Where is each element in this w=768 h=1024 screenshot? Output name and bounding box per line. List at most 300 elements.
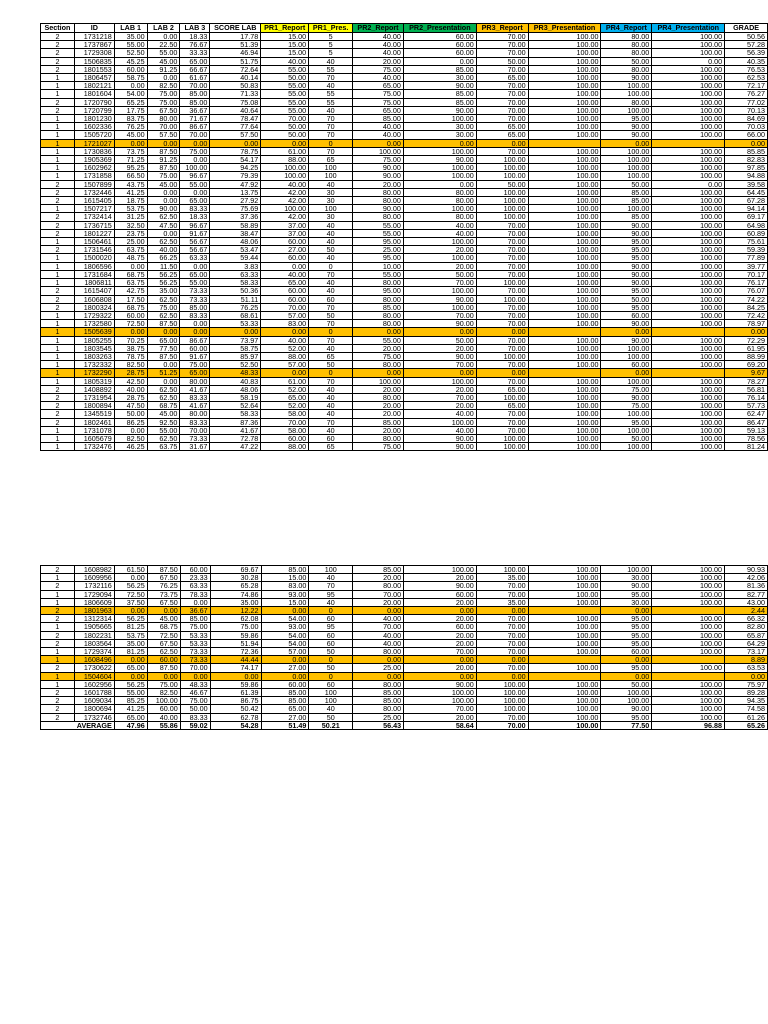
table-cell: 61.00 [261, 377, 309, 385]
table-cell: 80.00 [353, 295, 404, 303]
table-cell: 1802231 [74, 631, 114, 639]
table-cell [652, 328, 725, 336]
table-cell: 41.67 [180, 402, 210, 410]
table-cell: 100.00 [528, 393, 601, 401]
table-cell: 12.22 [210, 607, 261, 615]
table-cell: 100.00 [403, 303, 476, 311]
table-cell: 40 [309, 344, 353, 352]
table-cell: 52.00 [261, 344, 309, 352]
table-cell: 100.00 [528, 443, 601, 451]
table-cell: 20.00 [353, 410, 404, 418]
table-cell: 0.00 [601, 607, 652, 615]
table-cell: 0.00 [180, 139, 210, 147]
table-cell: 0.00 [476, 328, 528, 336]
table-cell: 15.00 [261, 41, 309, 49]
table-cell: 90.00 [601, 131, 652, 139]
table-cell: 82.80 [725, 623, 768, 631]
table-cell: 95.00 [601, 639, 652, 647]
table-cell: 0.00 [147, 33, 180, 41]
table-cell: 1608982 [74, 566, 114, 574]
table-cell: 1801230 [74, 115, 114, 123]
table-cell: 40.83 [210, 377, 261, 385]
table-cell: 20.00 [403, 344, 476, 352]
table-cell: 100.00 [652, 303, 725, 311]
table-cell: 75.97 [725, 680, 768, 688]
table-cell: 100.00 [528, 680, 601, 688]
table-cell: 85.85 [725, 147, 768, 155]
column-header: PR1_Report [261, 24, 309, 33]
table-cell: 68.75 [114, 270, 147, 278]
table-cell: 2 [41, 566, 75, 574]
table-cell: 100.00 [601, 344, 652, 352]
table-cell: 65 [309, 156, 353, 164]
table-row [41, 311, 768, 319]
table-row [41, 320, 768, 328]
table-cell: 1 [41, 361, 75, 369]
table-cell: 53.75 [114, 631, 147, 639]
table-cell: 2.44 [725, 607, 768, 615]
table-cell: 90.00 [601, 221, 652, 229]
table-cell: 20.00 [353, 426, 404, 434]
table-cell: 1732746 [74, 713, 114, 721]
table-cell: 55.00 [114, 41, 147, 49]
table-cell: 100.00 [652, 377, 725, 385]
table-cell: 18.33 [180, 33, 210, 41]
table-cell: 83.33 [180, 205, 210, 213]
table-cell: 23.33 [180, 574, 210, 582]
table-cell: 70.00 [476, 631, 528, 639]
table-cell: 1731218 [74, 33, 114, 41]
table-cell: 100.00 [476, 434, 528, 442]
table-cell: 100.00 [652, 279, 725, 287]
table-cell: 1730622 [74, 664, 114, 672]
table-cell: 80.00 [353, 434, 404, 442]
table-cell: 86.67 [180, 336, 210, 344]
table-cell: 40.35 [725, 57, 768, 65]
table-cell: 77.50 [147, 344, 180, 352]
average-cell: 51.49 [261, 721, 309, 729]
table-cell: 70.00 [353, 590, 404, 598]
table-cell: 1 [41, 279, 75, 287]
table-cell: 2 [41, 631, 75, 639]
table-cell: 30 [309, 213, 353, 221]
table-cell: 1 [41, 205, 75, 213]
table-cell: 55 [309, 65, 353, 73]
table-cell: 93.00 [261, 623, 309, 631]
table-cell: 20.00 [403, 246, 476, 254]
table-cell: 60.00 [261, 238, 309, 246]
table-cell: 68.75 [114, 303, 147, 311]
table-cell: 72.50 [114, 320, 147, 328]
table-cell: 40 [309, 221, 353, 229]
table-cell: 30.00 [403, 131, 476, 139]
table-cell: 95.00 [601, 287, 652, 295]
table-cell: 1805319 [74, 377, 114, 385]
table-cell: 70.00 [476, 41, 528, 49]
table-cell: 87.50 [147, 664, 180, 672]
table-cell: 2 [41, 246, 75, 254]
table-cell: 55.00 [147, 426, 180, 434]
table-cell: 2 [41, 689, 75, 697]
table-cell: 100.00 [403, 287, 476, 295]
table-row [41, 147, 768, 155]
table-row [41, 246, 768, 254]
table-cell: 76.25 [210, 303, 261, 311]
table-row [41, 41, 768, 49]
table-cell: 72.36 [210, 648, 261, 656]
table-cell: 41.67 [180, 385, 210, 393]
column-header: LAB 2 [147, 24, 180, 33]
table-cell: 62.50 [147, 238, 180, 246]
table-cell: 0.00 [114, 139, 147, 147]
table-cell: 61.26 [725, 713, 768, 721]
table-cell: 78.33 [180, 590, 210, 598]
table-cell: 53.33 [180, 639, 210, 647]
table-row [41, 697, 768, 705]
table-cell: 70.00 [404, 648, 477, 656]
table-cell: 1606808 [74, 295, 114, 303]
table-cell: 70.00 [403, 361, 476, 369]
table-cell: 53.33 [210, 320, 261, 328]
table-cell: 17.78 [210, 33, 261, 41]
table-cell: 100.00 [652, 147, 725, 155]
table-cell: 1 [41, 648, 75, 656]
table-cell: 2 [41, 213, 75, 221]
table-cell: 1 [41, 131, 75, 139]
table-cell: 1803545 [74, 344, 114, 352]
table-cell: 1 [41, 434, 75, 442]
table-cell: 73.33 [180, 295, 210, 303]
table-cell: 25.00 [353, 713, 404, 721]
table-cell: 1 [41, 147, 75, 155]
table-cell: 40 [309, 106, 353, 114]
table-cell: 100 [309, 205, 353, 213]
table-row [41, 598, 768, 606]
table-cell: 95.00 [601, 115, 652, 123]
table-cell: 46.67 [180, 689, 210, 697]
table-row [41, 680, 768, 688]
table-cell: 1 [41, 377, 75, 385]
table-cell: 70.00 [403, 393, 476, 401]
table-cell: 60.00 [147, 656, 180, 664]
table-cell: 100.00 [601, 426, 652, 434]
table-cell: 65.00 [353, 106, 404, 114]
table-cell: 1 [41, 238, 75, 246]
table-cell: 0 [309, 369, 353, 377]
table-cell: 43.75 [114, 180, 147, 188]
table-cell: 87.50 [147, 320, 180, 328]
table-cell: 0 [309, 139, 353, 147]
table-cell: 1507217 [74, 205, 114, 213]
table-cell: 1803263 [74, 352, 114, 360]
table-cell: 100.00 [528, 172, 601, 180]
table-cell: 85.00 [353, 418, 404, 426]
table-cell: 76.27 [725, 90, 768, 98]
table-row [41, 74, 768, 82]
table-cell: 27.92 [210, 197, 261, 205]
table-cell: 15.00 [261, 598, 309, 606]
table-cell: 69.20 [725, 361, 768, 369]
table-cell: 52.50 [114, 49, 147, 57]
table-cell: 62.08 [210, 615, 261, 623]
table-cell: 70 [309, 131, 353, 139]
table-cell: 90.00 [601, 262, 652, 270]
table-cell: 51.39 [210, 41, 261, 49]
table-cell: 60.00 [403, 49, 476, 57]
table-cell [652, 672, 725, 680]
table-cell: 58.75 [210, 344, 261, 352]
table-cell: 0.00 [147, 197, 180, 205]
table-cell: 100.00 [528, 221, 601, 229]
table-cell: 1 [41, 164, 75, 172]
table-cell: 2 [41, 705, 75, 713]
table-cell: 40 [309, 82, 353, 90]
table-cell: 64.98 [725, 221, 768, 229]
table-cell: 58.00 [261, 426, 309, 434]
average-cell: 56.43 [353, 721, 404, 729]
table-cell: 100.00 [528, 631, 601, 639]
table-row [41, 188, 768, 196]
column-header: PR1_Pres. [309, 24, 353, 33]
table-cell: 1 [41, 311, 75, 319]
table-cell: 60 [309, 639, 353, 647]
table-row [41, 566, 768, 574]
table-cell: 2 [41, 615, 75, 623]
table-cell: 73.75 [147, 590, 180, 598]
table-cell: 100.00 [528, 344, 601, 352]
table-cell: 100.00 [528, 33, 601, 41]
table-cell: 40 [309, 705, 353, 713]
table-cell: 100.00 [652, 90, 725, 98]
table-cell: 80.00 [601, 98, 652, 106]
table-cell: 80.00 [601, 49, 652, 57]
table-cell: 50.00 [261, 123, 309, 131]
table-cell: 70.00 [476, 664, 528, 672]
table-cell: 1720790 [74, 98, 114, 106]
table-cell: 90.00 [601, 123, 652, 131]
table-cell: 72.42 [725, 311, 768, 319]
table-cell: 57.00 [261, 648, 309, 656]
table-row [41, 582, 768, 590]
table-cell: 40.00 [353, 33, 404, 41]
table-cell: 2 [41, 49, 75, 57]
table-cell: 100 [309, 697, 353, 705]
table-cell: 65.00 [180, 270, 210, 278]
table-cell: 85.00 [261, 697, 309, 705]
table-cell: 48.33 [210, 369, 261, 377]
table-cell: 40.00 [147, 246, 180, 254]
table-cell: 10.00 [353, 262, 404, 270]
table-cell: 60.00 [601, 311, 652, 319]
table-cell: 70.00 [476, 287, 528, 295]
table-cell: 1602956 [74, 680, 114, 688]
table-cell: 90.00 [403, 320, 476, 328]
table-cell: 100.00 [652, 615, 725, 623]
table-cell: 66.00 [725, 131, 768, 139]
table-cell: 2 [41, 221, 75, 229]
table-cell: 0.00 [403, 328, 476, 336]
table-row [41, 270, 768, 278]
table-cell: 60.00 [404, 623, 477, 631]
table-cell: 70.00 [476, 648, 528, 656]
table-cell: 100.00 [528, 598, 601, 606]
table-cell: 58.33 [210, 279, 261, 287]
table-cell: 0.00 [403, 139, 476, 147]
table-cell: 0.00 [403, 369, 476, 377]
table-cell: 78.75 [210, 147, 261, 155]
table-cell: 90.00 [601, 320, 652, 328]
table-cell: 0.00 [114, 82, 147, 90]
table-cell: 70.00 [476, 713, 528, 721]
table-cell: 0.00 [180, 188, 210, 196]
table-cell: 74.22 [725, 295, 768, 303]
table-cell: 40.00 [403, 426, 476, 434]
table-cell: 1 [41, 656, 75, 664]
table-cell: 70 [309, 74, 353, 82]
table-cell: 2 [41, 287, 75, 295]
table-row [41, 385, 768, 393]
table-cell: 40.00 [353, 74, 404, 82]
table-cell: 40 [309, 393, 353, 401]
table-cell: 5 [309, 33, 353, 41]
table-cell: 1806457 [74, 74, 114, 82]
table-cell: 87.50 [147, 164, 180, 172]
table-cell: 1732332 [74, 361, 114, 369]
table-cell: 100.00 [652, 287, 725, 295]
table-cell: 90.00 [601, 229, 652, 237]
table-cell: 100.00 [601, 156, 652, 164]
table-cell: 57.73 [725, 402, 768, 410]
table-cell: 60.00 [404, 590, 477, 598]
table-cell: 91.25 [147, 156, 180, 164]
table-cell: 100.00 [528, 648, 601, 656]
table-cell: 100.00 [528, 115, 601, 123]
table-cell: 100.00 [601, 352, 652, 360]
table-cell: 1803564 [74, 639, 114, 647]
table-cell: 1 [41, 156, 75, 164]
table-cell: 2 [41, 65, 75, 73]
table-cell: 70.00 [476, 262, 528, 270]
table-cell: 20.00 [404, 631, 477, 639]
table-cell: 1506461 [74, 238, 114, 246]
table-cell: 59.86 [210, 680, 261, 688]
table-cell: 100.00 [528, 65, 601, 73]
table-cell: 80.00 [601, 33, 652, 41]
table-cell: 100.00 [652, 410, 725, 418]
table-cell: 38.75 [114, 344, 147, 352]
table-cell: 0.00 [476, 369, 528, 377]
average-cell: 54.28 [210, 721, 261, 729]
table-cell: 0.00 [601, 328, 652, 336]
table-cell: 65.00 [180, 197, 210, 205]
table-cell: 93.00 [261, 590, 309, 598]
table-cell: 100.00 [403, 377, 476, 385]
table-cell: 0.00 [114, 426, 147, 434]
table-cell: 20.00 [404, 713, 477, 721]
table-cell: 100.00 [652, 590, 725, 598]
table-cell: 20.00 [404, 615, 477, 623]
table-cell: 36.67 [180, 607, 210, 615]
table-cell: 1731954 [74, 393, 114, 401]
table-cell: 51.94 [210, 639, 261, 647]
table-cell: 2 [41, 582, 75, 590]
table-cell: 75.00 [147, 98, 180, 106]
table-cell: 17.75 [114, 106, 147, 114]
table-cell: 25.00 [353, 664, 404, 672]
table-row [41, 303, 768, 311]
table-cell: 55.00 [261, 98, 309, 106]
table-cell: 100.00 [404, 689, 477, 697]
table-cell: 85.97 [210, 352, 261, 360]
table-cell: 86.67 [180, 123, 210, 131]
table-cell: 100.00 [528, 229, 601, 237]
table-cell: 41.25 [114, 705, 147, 713]
table-cell: 72.64 [210, 65, 261, 73]
table-cell: 75.00 [353, 90, 404, 98]
table-cell: 100.00 [652, 631, 725, 639]
table-cell: 84.25 [725, 303, 768, 311]
table-cell: 40.00 [353, 131, 404, 139]
table-cell: 70.00 [180, 426, 210, 434]
table-cell: 65.00 [476, 123, 528, 131]
table-cell: 100.00 [528, 213, 601, 221]
table-row [41, 33, 768, 41]
table-cell: 60.00 [261, 287, 309, 295]
table-cell: 55.00 [261, 65, 309, 73]
table-cell: 100.00 [652, 311, 725, 319]
table-cell: 100.00 [528, 352, 601, 360]
table-cell: 65.28 [210, 582, 261, 590]
table-cell: 100.00 [528, 82, 601, 90]
table-cell: 77.64 [210, 123, 261, 131]
table-cell: 0.00 [601, 656, 652, 664]
table-cell: 88.00 [261, 352, 309, 360]
table-cell: 50.00 [601, 57, 652, 65]
table-cell: 40 [309, 229, 353, 237]
table-cell: 80.00 [353, 680, 404, 688]
table-cell: 51.11 [210, 295, 261, 303]
table-cell: 70.00 [476, 115, 528, 123]
table-cell: 57.28 [725, 41, 768, 49]
table-cell: 70 [309, 147, 353, 155]
table-cell: 100.00 [652, 697, 725, 705]
table-cell: 70.00 [476, 147, 528, 155]
table-cell: 76.14 [725, 393, 768, 401]
table-cell: 75.00 [353, 443, 404, 451]
table-cell: 100.00 [528, 164, 601, 172]
table-cell: 0.00 [261, 369, 309, 377]
table-cell: 65.00 [476, 74, 528, 82]
table-cell: 80.00 [353, 582, 404, 590]
table-cell: 40 [309, 180, 353, 188]
table-cell: 1615407 [74, 287, 114, 295]
table-cell: 100.00 [652, 205, 725, 213]
table-cell: 95.00 [353, 287, 404, 295]
table-cell: 66.50 [114, 172, 147, 180]
table-cell: 5 [309, 49, 353, 57]
table-cell [528, 656, 601, 664]
table-cell: 60 [309, 680, 353, 688]
table-cell: 70.00 [261, 115, 309, 123]
table-cell: 0 [309, 328, 353, 336]
table-cell: 1 [41, 574, 75, 582]
table-cell: 75.00 [180, 147, 210, 155]
grades-table-2 [40, 565, 768, 730]
table-cell: 54.17 [210, 156, 261, 164]
table-cell: 61.39 [210, 689, 261, 697]
table-cell: 100.00 [528, 238, 601, 246]
table-cell [652, 656, 725, 664]
